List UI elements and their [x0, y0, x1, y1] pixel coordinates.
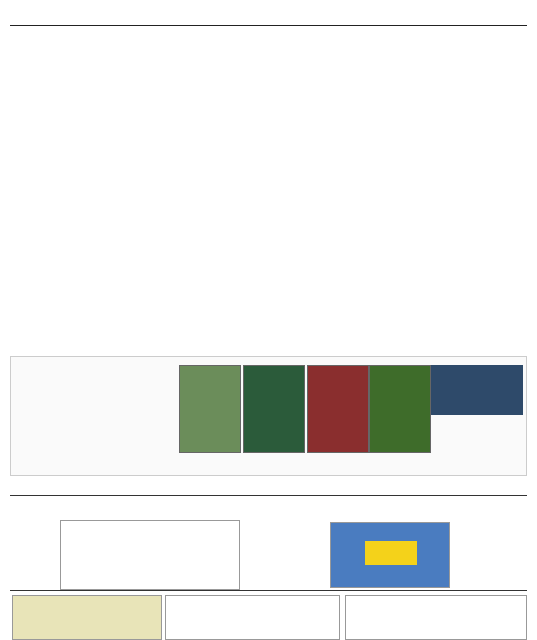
sponsor-boutique [345, 595, 527, 640]
divider [10, 590, 527, 591]
sponsor-ids [330, 522, 450, 588]
book-cover [307, 365, 369, 453]
book-cover [179, 365, 241, 453]
sponsor-nuova [60, 520, 240, 590]
sponsor-baldon [165, 595, 340, 640]
book-cover-villadose [431, 365, 523, 415]
book-cover [369, 365, 431, 453]
page-header [10, 6, 527, 26]
divider [10, 495, 527, 496]
book-cover [243, 365, 305, 453]
publications-panel [10, 356, 527, 476]
sponsor-ferrari [12, 595, 162, 640]
